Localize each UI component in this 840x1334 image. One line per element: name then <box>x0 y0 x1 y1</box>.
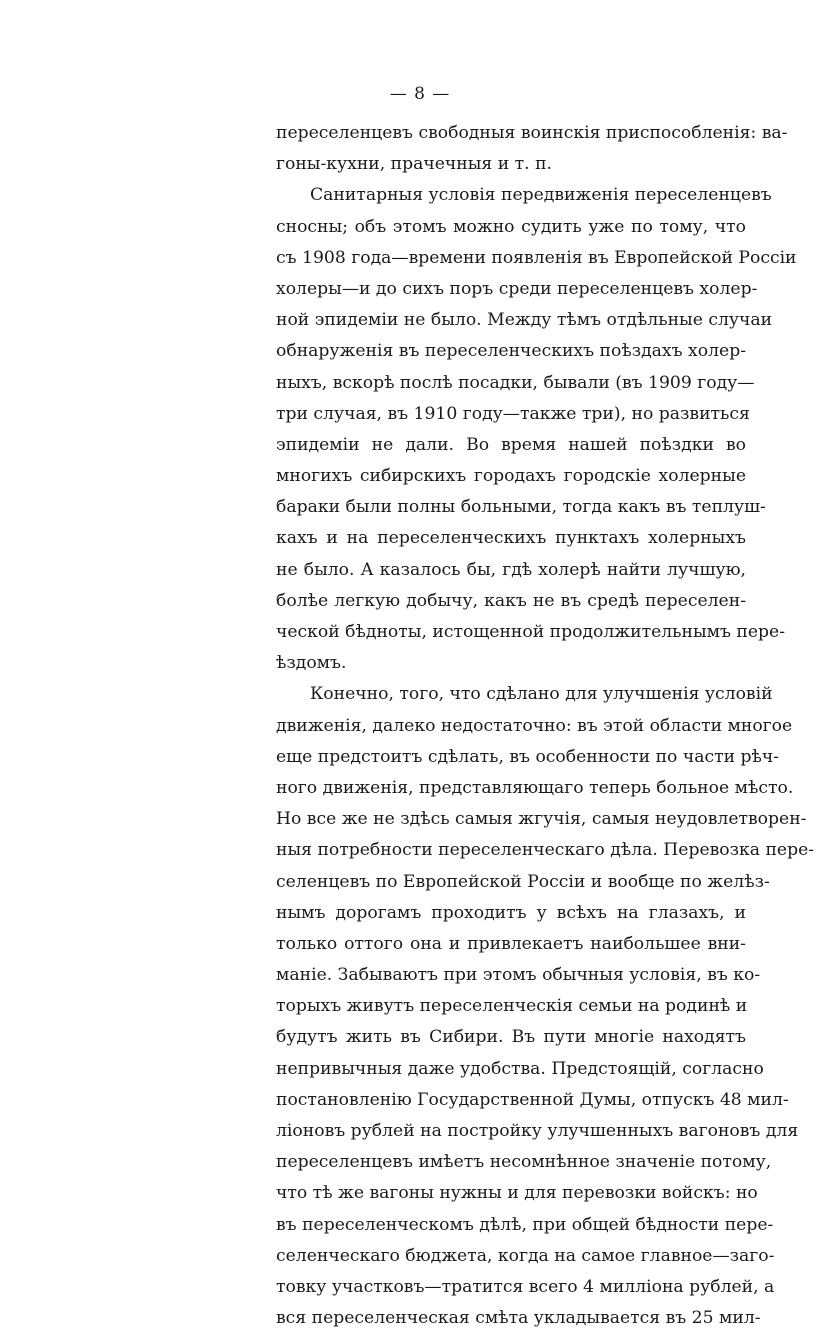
text-line: будутъ жить въ Сибири. Въ пути многіе находятъ <box>276 1027 746 1048</box>
text-line: что тѣ же вагоны нужны и для перевозки войскъ: но <box>276 1183 758 1204</box>
text-line: товку участковъ—тратится всего 4 милліона рублей, а <box>276 1276 775 1297</box>
text-line: холеры—и до сихъ поръ среди переселенцевъ холер- <box>276 278 758 299</box>
text-line: въ переселенческомъ дѣлѣ, при общей бѣдности пере- <box>276 1214 774 1235</box>
text-line: Но все же не здѣсь самыя жгучія, самыя неудовлетворен- <box>276 809 807 830</box>
text-line: кахъ и на переселенческихъ пунктахъ холерныхъ <box>276 528 746 549</box>
text-line: нымъ дорогамъ проходитъ у всѣхъ на глазахъ, и <box>276 902 746 923</box>
text-line: многихъ сибирскихъ городахъ городскіе холерные <box>276 466 746 487</box>
text-line: селенцевъ по Европейской Россіи и вообще по желѣз- <box>276 871 770 892</box>
text-line: ныхъ, вскорѣ послѣ посадки, бывали (въ 1909 году— <box>276 372 755 393</box>
text-line: болѣе легкую добычу, какъ не въ средѣ переселен- <box>276 590 746 611</box>
page-number: — 8 — <box>389 84 451 104</box>
text-line: торыхъ живутъ переселенческія семьи на родинѣ и <box>276 996 748 1017</box>
text-line: постановленію Государственной Думы, отпускъ 48 мил- <box>276 1089 789 1110</box>
text-line: движенія, далеко недостаточно: въ этой области многое <box>276 715 793 736</box>
text-line: селенческаго бюджета, когда на самое главное—заго- <box>276 1245 775 1266</box>
text-line: эпидеміи не дали. Во время нашей поѣздки во <box>276 434 746 455</box>
text-line: переселенцевъ свободныя воинскія приспособленія: ва- <box>276 123 788 143</box>
text-line: три случая, въ 1910 году—также три), но развиться <box>276 403 750 424</box>
text-line: Санитарныя условія передвиженія переселенцевъ <box>310 185 772 206</box>
text-line: непривычныя даже удобства. Предстоящій, согласно <box>276 1058 764 1079</box>
text-line: переселенцевъ имѣетъ несомнѣнное значеніе потому, <box>276 1152 772 1173</box>
text-line: ліоновъ рублей на постройку улучшенныхъ вагоновъ для <box>276 1121 799 1141</box>
text-line: Конечно, того, что сдѣлано для улучшенія условій <box>310 684 773 705</box>
text-line: гоны-кухни, прачечныя и т. п. <box>276 154 552 175</box>
text-line: ной эпидеміи не было. Между тѣмъ отдѣльные случаи <box>276 310 773 331</box>
text-line: ческой бѣдноты, истощенной продолжительнымъ пере- <box>276 622 786 642</box>
text-line: вся переселенческая смѣта укладывается въ 25 мил- <box>276 1308 761 1329</box>
text-line: бараки были полны больными, тогда какъ въ теплуш- <box>276 497 766 518</box>
text-line: маніе. Забываютъ при этомъ обычныя условія, въ ко- <box>276 965 761 986</box>
text-line: ныя потребности переселенческаго дѣла. Перевозка пере- <box>276 840 815 861</box>
text-line: сносны; объ этомъ можно судить уже по тому, что <box>276 216 746 237</box>
text-line: ѣздомъ. <box>276 653 347 674</box>
text-line: только оттого она и привлекаетъ наибольшее вни- <box>276 933 746 954</box>
text-line: еще предстоитъ сдѣлать, въ особенности по части рѣч- <box>276 746 780 767</box>
text-line: не было. А казалось бы, гдѣ холерѣ найти лучшую, <box>276 559 746 580</box>
text-line: обнаруженія въ переселенческихъ поѣздахъ холер- <box>276 341 746 362</box>
text-line: ного движенія, представляющаго теперь больное мѣсто. <box>276 777 794 798</box>
body-text <box>276 118 815 1334</box>
text-line: съ 1908 года—времени появленія въ Европейской Россіи <box>276 247 797 268</box>
